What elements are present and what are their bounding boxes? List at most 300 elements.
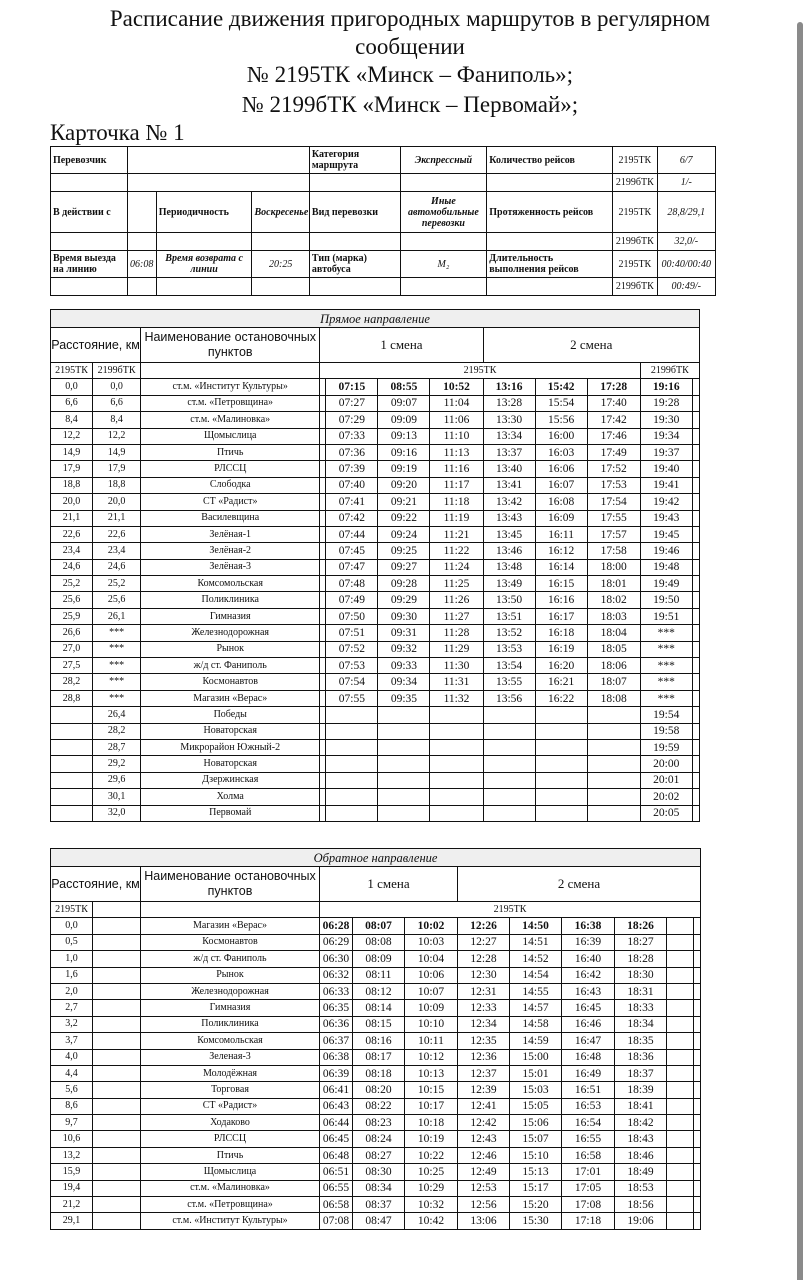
trips-route-b-label: 2199бТК: [640, 363, 699, 379]
distance-2195: 2,7: [51, 1000, 93, 1016]
departure-time: 09:30: [378, 608, 430, 624]
departure-time: 06:58: [320, 1197, 353, 1213]
spacer-cell: [694, 934, 701, 950]
departure-label: Время выезда на линию: [51, 251, 128, 278]
table-row: [51, 707, 700, 723]
trips-route-a-label: 2195ТК: [320, 902, 701, 918]
trips-route-a-label: 2195ТК: [320, 363, 640, 379]
departure-time: [535, 707, 587, 723]
departure-time: 10:04: [405, 951, 458, 967]
departure-time: 08:09: [353, 951, 405, 967]
table-row: [51, 805, 700, 821]
spacer-cell: [692, 772, 699, 788]
departure-time: 10:03: [405, 934, 458, 950]
spacer-cell: [694, 1197, 701, 1213]
duration-a: 00:40/00:40: [657, 251, 716, 278]
departure-time: [326, 739, 378, 755]
empty-cell: [93, 1098, 141, 1114]
distance-2199: ***: [93, 690, 141, 706]
departure-time: 17:55: [587, 510, 640, 526]
departure-time: 13:40: [483, 461, 535, 477]
stop-name: Птичь: [141, 444, 320, 460]
distance-2199: 24,6: [93, 559, 141, 575]
stop-name: Космонавтов: [141, 934, 320, 950]
departure-time: 16:06: [535, 461, 587, 477]
departure-time: 16:42: [562, 967, 615, 983]
departure-time: 16:15: [535, 576, 587, 592]
departure-time: 06:29: [320, 934, 353, 950]
stop-name: Зеленая-3: [141, 1049, 320, 1065]
departure-time: 15:42: [535, 379, 587, 395]
departure-time: 10:09: [405, 1000, 458, 1016]
departure-time: 08:17: [353, 1049, 405, 1065]
departure-time: 12:35: [458, 1033, 510, 1049]
stop-header: Наименование остановочных пунктов: [141, 867, 320, 902]
departure-time: 12:30: [458, 967, 510, 983]
distance-2195: 20,0: [51, 494, 93, 510]
table-row: [51, 1164, 701, 1180]
departure-time: 13:53: [483, 641, 535, 657]
departure-time: 09:34: [378, 674, 430, 690]
departure-time: 13:55: [483, 674, 535, 690]
empty-cell: [667, 1082, 694, 1098]
distance-2195: 21,1: [51, 510, 93, 526]
departure-time: 13:49: [483, 576, 535, 592]
departure-time: 07:36: [326, 444, 378, 460]
return-section-title: Обратное направление: [51, 849, 701, 867]
departure-time: 14:58: [510, 1016, 562, 1032]
departure-time: 11:31: [430, 674, 483, 690]
distance-2195: 5,6: [51, 1082, 93, 1098]
departure-time: 13:50: [483, 592, 535, 608]
trips-count-a: 6/7: [657, 147, 716, 174]
distance-2195: 9,7: [51, 1115, 93, 1131]
empty-cell: [93, 1147, 141, 1163]
departure-time: 18:01: [587, 576, 640, 592]
departure-time: 16:08: [535, 494, 587, 510]
departure-time: 13:28: [483, 395, 535, 411]
table-row: [51, 412, 700, 428]
departure-time: 18:39: [615, 1082, 667, 1098]
departure-time: 18:05: [587, 641, 640, 657]
distance-2195: 2,0: [51, 983, 93, 999]
departure-time: 08:34: [353, 1180, 405, 1196]
spacer-cell: [694, 1131, 701, 1147]
departure-time: 10:19: [405, 1131, 458, 1147]
empty-cell: [667, 1213, 694, 1229]
empty-cell: [93, 1180, 141, 1196]
departure-time: 09:29: [378, 592, 430, 608]
distance-2195: 14,9: [51, 444, 93, 460]
departure-time: 07:53: [326, 658, 378, 674]
trips-route-b: 2199бТК: [613, 174, 657, 192]
departure-time: 06:36: [320, 1016, 353, 1032]
table-row: [51, 789, 700, 805]
departure-time: 16:19: [535, 641, 587, 657]
stop-name: Победы: [141, 707, 320, 723]
stop-name: ж/д ст. Фаниполь: [141, 951, 320, 967]
table-row: [51, 625, 700, 641]
route-title-2195: № 2195ТК «Минск – Фаниполь»;: [246, 62, 574, 87]
spacer-cell: [692, 526, 699, 542]
distance-2195: 25,2: [51, 576, 93, 592]
departure-time: [430, 789, 483, 805]
departure-time: 16:11: [535, 526, 587, 542]
spacer-cell: [692, 576, 699, 592]
departure-time: 12:49: [458, 1164, 510, 1180]
distance-2195: 17,9: [51, 461, 93, 477]
table-row: [51, 1098, 701, 1114]
spacer-cell: [694, 1049, 701, 1065]
departure-time: 07:08: [320, 1213, 353, 1229]
departure-time: 06:28: [320, 918, 353, 934]
departure-time: 09:31: [378, 625, 430, 641]
departure-time: 16:49: [562, 1065, 615, 1081]
spacer-cell: [692, 379, 699, 395]
departure-time: [483, 805, 535, 821]
spacer-cell: [692, 510, 699, 526]
document-title: Расписание движения пригородных маршрутов в регулярном: [109, 6, 711, 31]
spacer-cell: [692, 494, 699, 510]
departure-time: 16:55: [562, 1131, 615, 1147]
departure-time: 18:56: [615, 1197, 667, 1213]
distance-2195: 12,2: [51, 428, 93, 444]
departure-time: 18:37: [615, 1065, 667, 1081]
table-row: [51, 690, 700, 706]
departure-time: 19:45: [640, 526, 692, 542]
departure-time: [430, 707, 483, 723]
departure-time: 10:10: [405, 1016, 458, 1032]
departure-time: 14:50: [510, 918, 562, 934]
empty-cell: [93, 967, 141, 983]
departure-time: [483, 789, 535, 805]
stop-name: Зелёная-3: [141, 559, 320, 575]
departure-time: [378, 739, 430, 755]
departure-time: 18:31: [615, 983, 667, 999]
table-row: [51, 576, 700, 592]
table-row: [51, 1082, 701, 1098]
distance-2195: 24,6: [51, 559, 93, 575]
departure-time: 16:43: [562, 983, 615, 999]
departure-time: [535, 789, 587, 805]
departure-time: 17:28: [587, 379, 640, 395]
departure-value: 06:08: [127, 251, 156, 278]
departure-time: 07:27: [326, 395, 378, 411]
departure-time: 19:59: [640, 739, 692, 755]
departure-time: 07:54: [326, 674, 378, 690]
departure-time: 17:54: [587, 494, 640, 510]
departure-time: [430, 805, 483, 821]
spacer-cell: [692, 723, 699, 739]
departure-time: 13:51: [483, 608, 535, 624]
empty-cell: [93, 1131, 141, 1147]
spacer-cell: [694, 1016, 701, 1032]
spacer-cell: [692, 543, 699, 559]
departure-time: 07:39: [326, 461, 378, 477]
trips-count-label: Количество рейсов: [487, 147, 613, 174]
departure-time: 08:24: [353, 1131, 405, 1147]
stop-name: Слободка: [141, 477, 320, 493]
departure-time: 15:00: [510, 1049, 562, 1065]
stop-name: Ходаково: [141, 1115, 320, 1131]
distance-2199: ***: [93, 658, 141, 674]
distance-2195: 29,1: [51, 1213, 93, 1229]
distance-2195: 8,6: [51, 1098, 93, 1114]
departure-time: 11:16: [430, 461, 483, 477]
departure-time: 17:42: [587, 412, 640, 428]
departure-time: 18:08: [587, 690, 640, 706]
empty-cell: [93, 1065, 141, 1081]
departure-time: 13:43: [483, 510, 535, 526]
spacer-cell: [694, 967, 701, 983]
departure-time: 07:50: [326, 608, 378, 624]
departure-time: 06:41: [320, 1082, 353, 1098]
stop-name: Торговая: [141, 1082, 320, 1098]
distance-2199: 28,7: [93, 739, 141, 755]
departure-time: 11:22: [430, 543, 483, 559]
departure-time: 07:33: [326, 428, 378, 444]
distance-2195: 28,8: [51, 690, 93, 706]
departure-time: 14:59: [510, 1033, 562, 1049]
stop-name: Холма: [141, 789, 320, 805]
distance-2195: 22,6: [51, 526, 93, 542]
carrier-value: [127, 147, 309, 174]
departure-time: 18:42: [615, 1115, 667, 1131]
departure-time: 09:16: [378, 444, 430, 460]
departure-time: 16:07: [535, 477, 587, 493]
table-row: [51, 510, 700, 526]
trip-length-label: Протяженность рейсов: [487, 192, 613, 233]
departure-time: 18:46: [615, 1147, 667, 1163]
departure-time: 16:14: [535, 559, 587, 575]
spacer-cell: [692, 739, 699, 755]
empty-cell: [667, 1197, 694, 1213]
stop-name: Зелёная-2: [141, 543, 320, 559]
stop-name: Магазин «Верас»: [141, 918, 320, 934]
table-row: [51, 477, 700, 493]
departure-time: ***: [640, 625, 692, 641]
departure-time: 06:38: [320, 1049, 353, 1065]
duration-route-a: 2195ТК: [613, 251, 657, 278]
stop-name: Первомай: [141, 805, 320, 821]
spacer-cell: [694, 1164, 701, 1180]
distance-2199: 26,1: [93, 608, 141, 624]
departure-time: 19:51: [640, 608, 692, 624]
distance-2195: [51, 805, 93, 821]
spacer-cell: [692, 412, 699, 428]
departure-time: 16:20: [535, 658, 587, 674]
departure-time: 07:55: [326, 690, 378, 706]
departure-time: 12:33: [458, 1000, 510, 1016]
departure-time: 19:06: [615, 1213, 667, 1229]
departure-time: 18:33: [615, 1000, 667, 1016]
departure-time: 11:28: [430, 625, 483, 641]
spacer-cell: [694, 918, 701, 934]
departure-time: 15:07: [510, 1131, 562, 1147]
distance-2199: 26,4: [93, 707, 141, 723]
table-row: [51, 951, 701, 967]
departure-time: 12:46: [458, 1147, 510, 1163]
departure-time: 19:28: [640, 395, 692, 411]
spacer-cell: [692, 756, 699, 772]
distance-2195: [51, 707, 93, 723]
departure-time: [430, 739, 483, 755]
departure-time: [535, 772, 587, 788]
departure-time: 13:52: [483, 625, 535, 641]
spacer-cell: [692, 444, 699, 460]
departure-time: 12:27: [458, 934, 510, 950]
stop-name: Зелёная-1: [141, 526, 320, 542]
in-effect-label: В действии с: [51, 192, 128, 233]
duration-b: 00:49/-: [657, 278, 716, 296]
departure-time: 18:49: [615, 1164, 667, 1180]
departure-time: 18:04: [587, 625, 640, 641]
departure-time: 10:29: [405, 1180, 458, 1196]
distance-2195: 0,5: [51, 934, 93, 950]
carrier-label: Перевозчик: [51, 147, 128, 174]
departure-time: 07:48: [326, 576, 378, 592]
table-row: [51, 1213, 701, 1229]
departure-time: 17:08: [562, 1197, 615, 1213]
empty-cell: [667, 1180, 694, 1196]
departure-time: 17:01: [562, 1164, 615, 1180]
distance-2199: 0,0: [93, 379, 141, 395]
departure-time: 13:34: [483, 428, 535, 444]
departure-time: 06:48: [320, 1147, 353, 1163]
departure-time: [587, 805, 640, 821]
bus-type-value: M₂: [400, 251, 487, 278]
departure-time: 13:42: [483, 494, 535, 510]
departure-time: 09:32: [378, 641, 430, 657]
departure-time: 20:01: [640, 772, 692, 788]
route-title-2199: № 2199бТК «Минск – Первомай»;: [241, 92, 579, 117]
departure-time: 11:19: [430, 510, 483, 526]
forward-section-title: Прямое направление: [51, 310, 700, 328]
stop-name: ст.м. «Институт Культуры»: [141, 379, 320, 395]
departure-time: 09:07: [378, 395, 430, 411]
empty-cell: [93, 918, 141, 934]
departure-time: 06:45: [320, 1131, 353, 1147]
distance-2199: 23,4: [93, 543, 141, 559]
departure-time: 17:46: [587, 428, 640, 444]
length-route-a: 2195ТК: [613, 192, 657, 233]
shift2-header: 2 смена: [458, 867, 701, 902]
departure-time: [378, 707, 430, 723]
table-row: [51, 1197, 701, 1213]
distance-2199: 28,2: [93, 723, 141, 739]
departure-time: [483, 772, 535, 788]
stop-name: Птичь: [141, 1147, 320, 1163]
departure-time: 09:22: [378, 510, 430, 526]
stop-name: СТ «Радист»: [141, 1098, 320, 1114]
table-row: [51, 967, 701, 983]
spacer-cell: [694, 951, 701, 967]
distance-2195: 18,8: [51, 477, 93, 493]
distance-2199: 8,4: [93, 412, 141, 428]
distance-2195: 0,0: [51, 379, 93, 395]
departure-time: 13:37: [483, 444, 535, 460]
departure-time: 11:24: [430, 559, 483, 575]
departure-time: 11:26: [430, 592, 483, 608]
stop-name: Поликлиника: [141, 592, 320, 608]
distance-2195: 26,6: [51, 625, 93, 641]
table-row: [51, 1033, 701, 1049]
distance-2199: 29,2: [93, 756, 141, 772]
departure-time: 13:48: [483, 559, 535, 575]
departure-time: 16:40: [562, 951, 615, 967]
departure-time: 06:32: [320, 967, 353, 983]
distance-2199: ***: [93, 674, 141, 690]
departure-time: 07:49: [326, 592, 378, 608]
departure-time: 16:58: [562, 1147, 615, 1163]
transport-type-label: Вид перевозки: [309, 192, 400, 233]
stop-name: Железнодорожная: [141, 625, 320, 641]
empty-cell: [667, 1147, 694, 1163]
departure-time: 09:33: [378, 658, 430, 674]
departure-time: [587, 707, 640, 723]
departure-time: [587, 723, 640, 739]
departure-time: 16:09: [535, 510, 587, 526]
departure-time: 17:18: [562, 1213, 615, 1229]
departure-time: 16:47: [562, 1033, 615, 1049]
departure-time: 16:39: [562, 934, 615, 950]
departure-time: 11:27: [430, 608, 483, 624]
departure-time: 19:37: [640, 444, 692, 460]
departure-time: 11:18: [430, 494, 483, 510]
departure-time: ***: [640, 641, 692, 657]
departure-time: 18:53: [615, 1180, 667, 1196]
departure-time: 09:20: [378, 477, 430, 493]
departure-time: 19:46: [640, 543, 692, 559]
scrollbar[interactable]: [797, 22, 803, 1280]
departure-time: 18:34: [615, 1016, 667, 1032]
departure-time: 14:52: [510, 951, 562, 967]
departure-time: 08:27: [353, 1147, 405, 1163]
departure-time: 08:12: [353, 983, 405, 999]
distance-2195: 10,6: [51, 1131, 93, 1147]
table-row: [51, 543, 700, 559]
distance-2195: [51, 772, 93, 788]
departure-time: 09:19: [378, 461, 430, 477]
distance-2199: 25,6: [93, 592, 141, 608]
table-row: [51, 1115, 701, 1131]
departure-time: 07:15: [326, 379, 378, 395]
table-row: [51, 1147, 701, 1163]
distance-2195: 15,9: [51, 1164, 93, 1180]
empty-cell: [667, 983, 694, 999]
empty-cell: [667, 1164, 694, 1180]
departure-time: 10:02: [405, 918, 458, 934]
departure-time: 11:25: [430, 576, 483, 592]
bus-type-label: Тип (марка) автобуса: [309, 251, 400, 278]
category-label: Категория маршрута: [309, 147, 400, 174]
distance-2195: 4,0: [51, 1049, 93, 1065]
departure-time: 10:11: [405, 1033, 458, 1049]
departure-time: 16:46: [562, 1016, 615, 1032]
departure-time: 10:25: [405, 1164, 458, 1180]
empty-cell: [93, 1049, 141, 1065]
trip-length-a: 28,8/29,1: [657, 192, 716, 233]
departure-time: 06:39: [320, 1065, 353, 1081]
distance-2199: 14,9: [93, 444, 141, 460]
table-row: [51, 1000, 701, 1016]
empty-cell: [93, 934, 141, 950]
departure-time: 10:17: [405, 1098, 458, 1114]
departure-time: [326, 789, 378, 805]
stop-name: Магазин «Верас»: [141, 690, 320, 706]
departure-time: 20:05: [640, 805, 692, 821]
spacer-cell: [692, 641, 699, 657]
